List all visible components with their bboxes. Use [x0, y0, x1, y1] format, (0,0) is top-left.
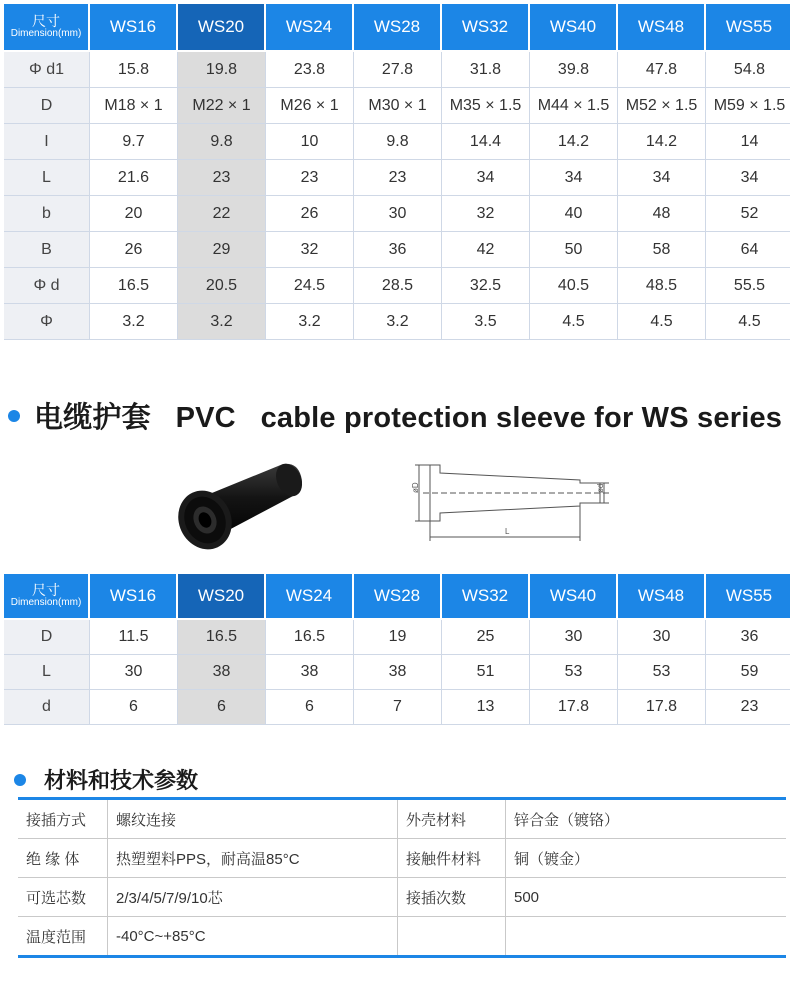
drawing-label-small-d: ød — [596, 483, 605, 493]
corner-cell — [4, 574, 90, 620]
table-row — [4, 268, 790, 304]
spec-table-header — [4, 4, 790, 52]
row-label: Φ d1 — [4, 52, 90, 88]
table-cell: 34 — [530, 160, 618, 196]
table-cell: M26 × 1 — [266, 88, 354, 124]
column-header: WS40 — [530, 4, 618, 52]
table-row — [4, 304, 790, 340]
table-row — [4, 88, 790, 124]
table-cell: M44 × 1.5 — [530, 88, 618, 124]
table-row — [4, 124, 790, 160]
material-param-label: 接触件材料 — [398, 839, 506, 877]
table-cell: 40 — [530, 196, 618, 232]
material-param-label: 接插次数 — [398, 878, 506, 916]
spec-table — [4, 4, 790, 340]
table-cell: 23 — [178, 160, 266, 196]
column-header: WS55 — [706, 574, 790, 620]
table-cell: 4.5 — [618, 304, 706, 340]
column-header: WS28 — [354, 574, 442, 620]
table-cell: 16.5 — [178, 620, 266, 655]
table-cell: 23 — [354, 160, 442, 196]
material-row — [18, 878, 786, 917]
table-cell: 36 — [706, 620, 790, 655]
column-header: WS16 — [90, 574, 178, 620]
table-row — [4, 690, 790, 725]
corner-label-bottom: Dimension(mm) — [10, 28, 82, 40]
table-cell: 54.8 — [706, 52, 790, 88]
column-header: WS24 — [266, 574, 354, 620]
column-header: WS20 — [178, 574, 266, 620]
column-header: WS28 — [354, 4, 442, 52]
table-cell: 38 — [178, 655, 266, 690]
table-cell: 53 — [618, 655, 706, 690]
table-cell: 9.8 — [178, 124, 266, 160]
table-cell: 3.2 — [178, 304, 266, 340]
table-cell: 26 — [266, 196, 354, 232]
material-param-value: -40°C~+85°C — [108, 917, 398, 955]
table-cell: M18 × 1 — [90, 88, 178, 124]
material-param-value: 500 — [514, 888, 540, 906]
table-cell: 20 — [90, 196, 178, 232]
material-param-value: 锌合金（镀铬） — [514, 811, 620, 829]
table-cell: 7 — [354, 690, 442, 725]
sleeve-section-title: 电缆护套 PVC cable protection sleeve for WS series — [34, 402, 783, 434]
table-row — [4, 655, 790, 690]
table-cell: 17.8 — [530, 690, 618, 725]
material-section-title: 材料和技术参数 — [44, 768, 199, 793]
row-label: L — [4, 160, 90, 196]
table-cell: 20.5 — [178, 268, 266, 304]
table-cell: 64 — [706, 232, 790, 268]
row-label: I — [4, 124, 90, 160]
sleeve-section-heading — [8, 395, 782, 436]
row-label: D — [4, 88, 90, 124]
table-cell: 26 — [90, 232, 178, 268]
table-cell: 14.4 — [442, 124, 530, 160]
table-cell: 23.8 — [266, 52, 354, 88]
table-cell: 36 — [354, 232, 442, 268]
row-label: B — [4, 232, 90, 268]
row-label: L — [4, 655, 90, 690]
table-row — [4, 620, 790, 655]
table-cell: 15.8 — [90, 52, 178, 88]
material-param-label: 外壳材料 — [398, 800, 506, 838]
table-cell: M52 × 1.5 — [618, 88, 706, 124]
table-cell: 11.5 — [90, 620, 178, 655]
table-cell: 14 — [706, 124, 790, 160]
bullet-icon — [14, 774, 26, 786]
table-cell: M59 × 1.5 — [706, 88, 790, 124]
table-cell: 14.2 — [618, 124, 706, 160]
table-cell: 38 — [266, 655, 354, 690]
material-param-label: 可选芯数 — [18, 878, 108, 916]
material-param-label: 温度范围 — [18, 917, 108, 955]
table-cell: 21.6 — [90, 160, 178, 196]
table-cell: M35 × 1.5 — [442, 88, 530, 124]
column-header: WS20 — [178, 4, 266, 52]
sleeve-table-header — [4, 574, 790, 620]
corner-label-bottom: Dimension(mm) — [10, 597, 82, 609]
material-table — [18, 797, 786, 958]
table-cell: 31.8 — [442, 52, 530, 88]
table-row — [4, 232, 790, 268]
table-cell: M22 × 1 — [178, 88, 266, 124]
table-cell: 3.2 — [90, 304, 178, 340]
table-cell: 30 — [530, 620, 618, 655]
table-cell: M30 × 1 — [354, 88, 442, 124]
row-label: Φ d — [4, 268, 90, 304]
column-header: WS48 — [618, 574, 706, 620]
table-cell: 9.7 — [90, 124, 178, 160]
row-label: b — [4, 196, 90, 232]
table-cell: 16.5 — [90, 268, 178, 304]
table-cell: 29 — [178, 232, 266, 268]
table-cell: 13 — [442, 690, 530, 725]
table-cell: 32 — [266, 232, 354, 268]
table-cell: 30 — [618, 620, 706, 655]
table-cell: 6 — [266, 690, 354, 725]
table-cell: 32.5 — [442, 268, 530, 304]
table-cell: 25 — [442, 620, 530, 655]
material-row — [18, 800, 786, 839]
table-cell: 30 — [354, 196, 442, 232]
table-cell: 6 — [178, 690, 266, 725]
material-row — [18, 839, 786, 878]
material-param-label: 绝 缘 体 — [18, 839, 108, 877]
drawing-label-big-d: øD — [411, 482, 420, 493]
row-label: Φ — [4, 304, 90, 340]
table-cell: 55.5 — [706, 268, 790, 304]
table-cell: 27.8 — [354, 52, 442, 88]
table-row — [4, 196, 790, 232]
corner-label-top: 尺寸 — [32, 582, 60, 599]
table-cell: 22 — [178, 196, 266, 232]
table-cell: 19 — [354, 620, 442, 655]
table-cell: 59 — [706, 655, 790, 690]
table-cell: 30 — [90, 655, 178, 690]
material-param-value: 铜（镀金） — [514, 850, 590, 868]
row-label: D — [4, 620, 90, 655]
column-header: WS32 — [442, 574, 530, 620]
table-cell: 3.5 — [442, 304, 530, 340]
material-param-value: 螺纹连接 — [108, 800, 398, 838]
table-cell: 4.5 — [530, 304, 618, 340]
material-param-label — [398, 917, 506, 955]
table-cell: 24.5 — [266, 268, 354, 304]
table-cell: 58 — [618, 232, 706, 268]
table-cell: 51 — [442, 655, 530, 690]
table-cell: 40.5 — [530, 268, 618, 304]
column-header: WS55 — [706, 4, 790, 52]
sleeve-photo — [165, 450, 335, 560]
column-header: WS24 — [266, 4, 354, 52]
table-cell: 34 — [706, 160, 790, 196]
corner-label-top: 尺寸 — [32, 13, 60, 30]
table-cell: 32 — [442, 196, 530, 232]
table-cell: 39.8 — [530, 52, 618, 88]
sleeve-table — [4, 574, 790, 725]
table-cell: 34 — [618, 160, 706, 196]
table-cell: 48.5 — [618, 268, 706, 304]
bullet-icon — [8, 410, 20, 422]
table-cell: 52 — [706, 196, 790, 232]
table-cell: 38 — [354, 655, 442, 690]
table-cell: 48 — [618, 196, 706, 232]
sleeve-dimension-drawing — [395, 455, 615, 550]
table-row — [4, 160, 790, 196]
table-cell: 23 — [266, 160, 354, 196]
table-cell: 3.2 — [354, 304, 442, 340]
table-cell: 10 — [266, 124, 354, 160]
material-section-heading — [14, 764, 198, 795]
corner-cell — [4, 4, 90, 52]
table-cell: 6 — [90, 690, 178, 725]
material-param-value: 热塑塑料PPS，耐高温85°C — [108, 839, 398, 877]
table-cell: 42 — [442, 232, 530, 268]
table-cell: 3.2 — [266, 304, 354, 340]
table-row — [4, 52, 790, 88]
table-cell: 4.5 — [706, 304, 790, 340]
table-cell: 50 — [530, 232, 618, 268]
table-cell: 34 — [442, 160, 530, 196]
table-cell: 23 — [706, 690, 790, 725]
table-cell: 16.5 — [266, 620, 354, 655]
material-param-label: 接插方式 — [18, 800, 108, 838]
table-cell: 28.5 — [354, 268, 442, 304]
row-label: d — [4, 690, 90, 725]
material-param-value — [506, 917, 786, 955]
column-header: WS16 — [90, 4, 178, 52]
column-header: WS40 — [530, 574, 618, 620]
column-header: WS48 — [618, 4, 706, 52]
material-param-value: 2/3/4/5/7/9/10芯 — [108, 878, 398, 916]
table-cell: 14.2 — [530, 124, 618, 160]
column-header: WS32 — [442, 4, 530, 52]
material-row — [18, 917, 786, 955]
table-cell: 53 — [530, 655, 618, 690]
drawing-label-length: L — [505, 527, 510, 536]
table-cell: 17.8 — [618, 690, 706, 725]
table-cell: 19.8 — [178, 52, 266, 88]
table-cell: 47.8 — [618, 52, 706, 88]
table-cell: 9.8 — [354, 124, 442, 160]
